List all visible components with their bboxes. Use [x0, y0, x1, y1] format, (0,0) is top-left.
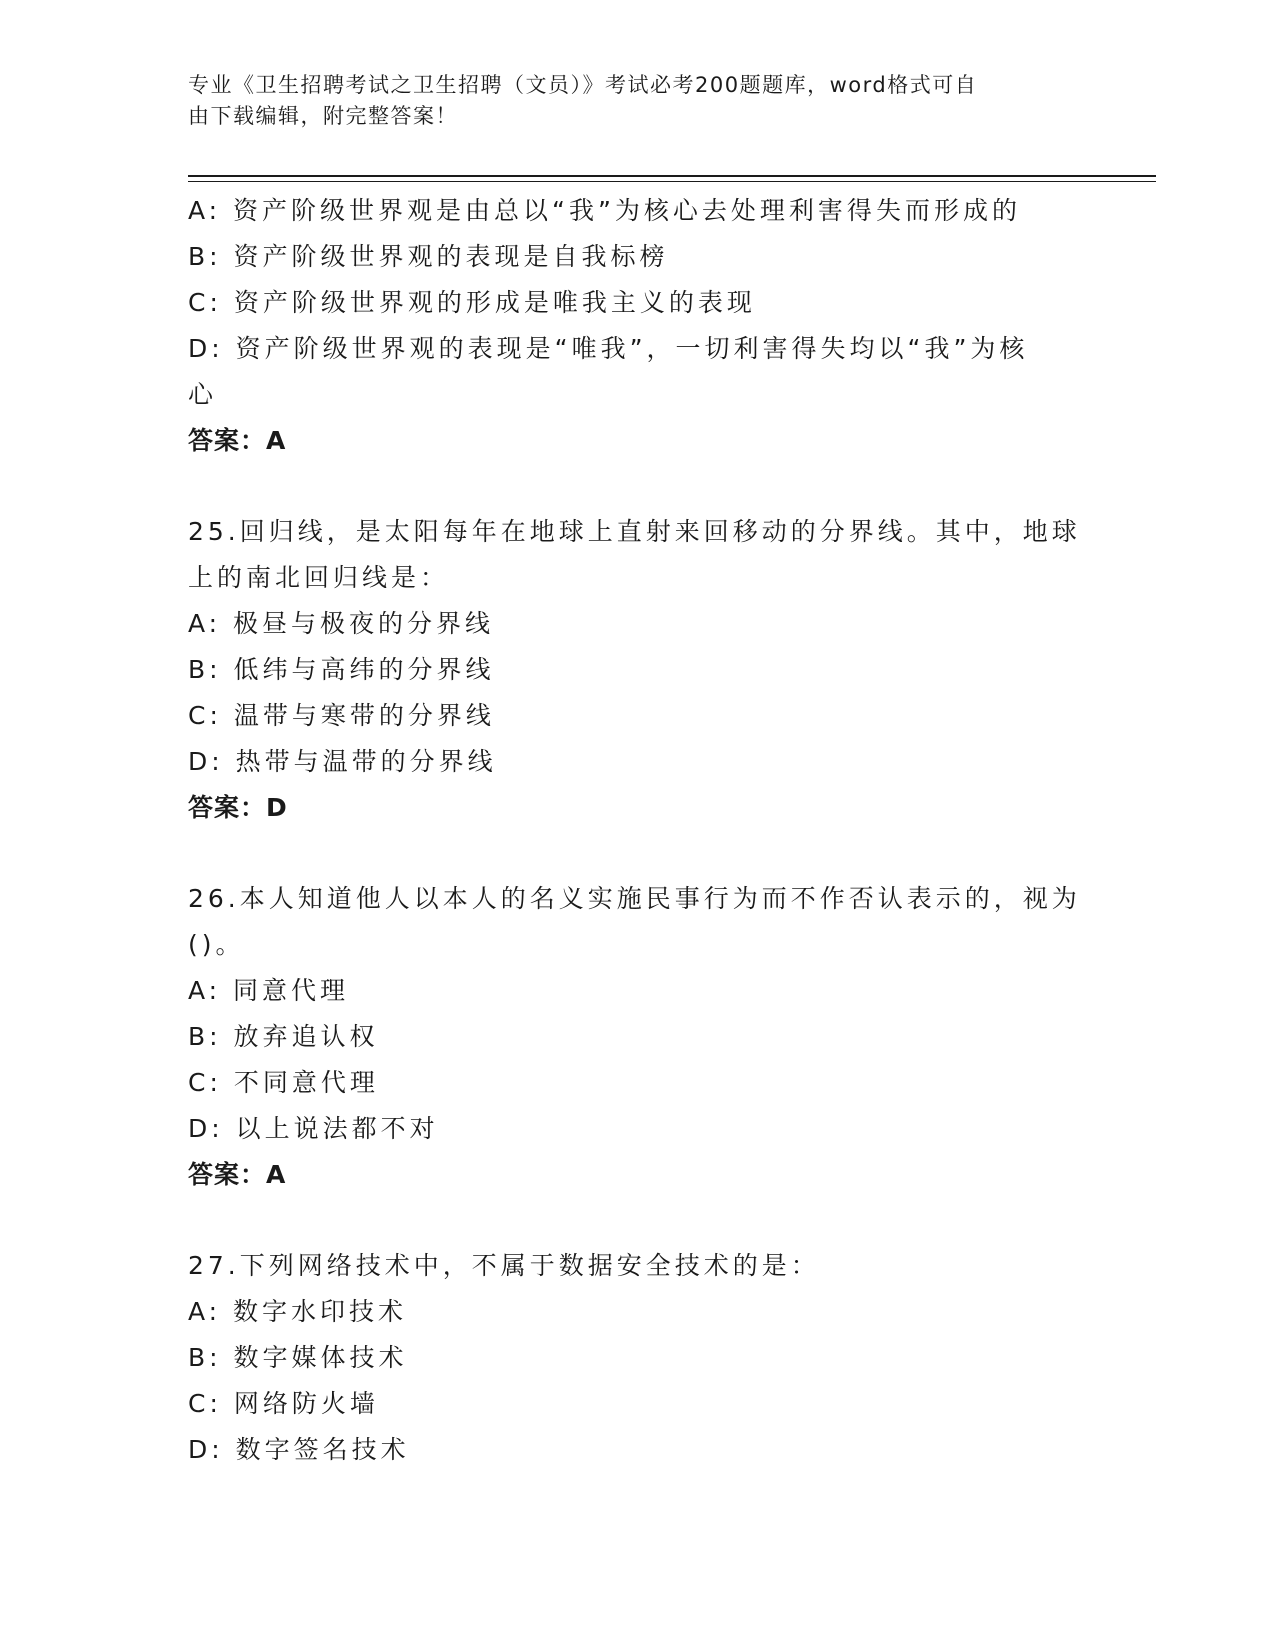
answer-line: 答案：D [188, 793, 288, 822]
option-a: A: 极昼与极夜的分界线 [188, 609, 495, 638]
option-a: A: 同意代理 [188, 976, 350, 1005]
question-stem-continued: ()。 [188, 930, 245, 959]
option-d: D: 资产阶级世界观的表现是“唯我”，一切利害得失均以“我”为核 [188, 334, 1029, 363]
option-d: D: 数字签名技术 [188, 1435, 410, 1464]
spacer [188, 464, 1088, 509]
header-rule-thick [188, 175, 1156, 177]
question-27 [188, 1243, 1088, 1473]
question-list [188, 188, 1088, 1473]
option-c: C: 网络防火墙 [188, 1389, 379, 1418]
document-header [188, 70, 1078, 132]
header-line-1: 专业《卫生招聘考试之卫生招聘（文员）》考试必考200题题库，word格式可自 [188, 73, 978, 97]
answer-line: 答案：A [188, 426, 287, 455]
question-stem: 26.本人知道他人以本人的名义实施民事行为而不作否认表示的，视为 [188, 884, 1081, 913]
option-d: D: 热带与温带的分界线 [188, 747, 497, 776]
header-line-2: 由下载编辑，附完整答案！ [188, 104, 458, 128]
option-a: A: 资产阶级世界观是由总以“我”为核心去处理利害得失而形成的 [188, 196, 1021, 225]
question-stem: 25.回归线，是太阳每年在地球上直射来回移动的分界线。其中，地球 [188, 517, 1081, 546]
option-b: B: 资产阶级世界观的表现是自我标榜 [188, 242, 669, 271]
answer-line: 答案：A [188, 1160, 287, 1189]
question-stem-continued: 上的南北回归线是： [188, 563, 450, 592]
header-rule-thin [188, 181, 1156, 182]
question-25 [188, 509, 1088, 831]
question-24 [188, 188, 1088, 464]
spacer [188, 1198, 1088, 1243]
option-d: D: 以上说法都不对 [188, 1114, 439, 1143]
option-c: C: 温带与寒带的分界线 [188, 701, 495, 730]
option-c: C: 资产阶级世界观的形成是唯我主义的表现 [188, 288, 756, 317]
question-stem: 27.下列网络技术中，不属于数据安全技术的是： [188, 1251, 820, 1280]
option-a: A: 数字水印技术 [188, 1297, 408, 1326]
question-26 [188, 876, 1088, 1198]
option-c: C: 不同意代理 [188, 1068, 379, 1097]
option-d-continued: 心 [188, 380, 218, 409]
option-b: B: 放弃追认权 [188, 1022, 379, 1051]
spacer [188, 831, 1088, 876]
option-b: B: 低纬与高纬的分界线 [188, 655, 495, 684]
option-b: B: 数字媒体技术 [188, 1343, 408, 1372]
